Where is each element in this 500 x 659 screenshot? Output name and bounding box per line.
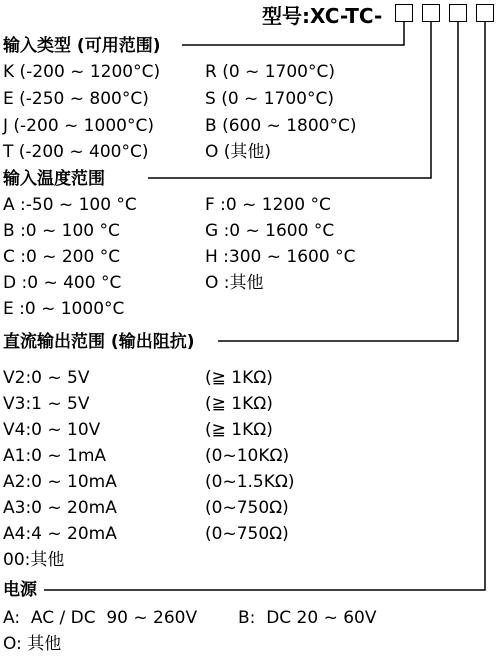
input-range-g: G :0 ~ 1600 °C <box>205 221 335 241</box>
input-range-f: F :0 ~ 1200 °C <box>205 195 331 215</box>
output-v4: V4:0 ~ 10V <box>3 420 101 440</box>
code-box-input-type <box>395 4 413 22</box>
power-title: 电源 <box>3 580 37 600</box>
output-range-title: 直流输出范围 (输出阻抗) <box>3 332 195 352</box>
input-range-a: A :-50 ~ 100 °C <box>3 195 137 215</box>
input-type-b: B (600 ~ 1800°C) <box>205 116 357 136</box>
output-v3-impedance: (≧ 1KΩ) <box>205 394 273 414</box>
input-range-c: C :0 ~ 200 °C <box>3 247 121 267</box>
input-type-j: J (-200 ~ 1000°C) <box>3 116 154 136</box>
input-range-e: E :0 ~ 1000°C <box>3 299 125 319</box>
output-a1-impedance: (0~10KΩ) <box>205 446 290 466</box>
output-a3: A3:0 ~ 20mA <box>3 498 117 518</box>
input-range-title: 输入温度范围 <box>3 169 105 189</box>
input-type-e: E (-250 ~ 800°C) <box>3 89 149 109</box>
input-type-r: R (0 ~ 1700°C) <box>205 62 335 82</box>
input-range-h: H :300 ~ 1600 °C <box>205 247 356 267</box>
input-type-o: O (其他) <box>205 142 272 162</box>
output-a4-impedance: (0~750Ω) <box>205 524 289 544</box>
input-range-b: B :0 ~ 100 °C <box>3 221 120 241</box>
input-type-k: K (-200 ~ 1200°C) <box>3 62 161 82</box>
output-a4: A4:4 ~ 20mA <box>3 524 117 544</box>
output-v2-impedance: (≧ 1KΩ) <box>205 368 273 388</box>
input-range-d: D :0 ~ 400 °C <box>3 273 122 293</box>
output-a2-impedance: (0~1.5KΩ) <box>205 472 295 492</box>
input-type-s: S (0 ~ 1700°C) <box>205 89 334 109</box>
output-v2: V2:0 ~ 5V <box>3 368 90 388</box>
power-a: A: AC / DC 90 ~ 260V <box>3 608 198 628</box>
power-o: O: 其他 <box>3 634 62 654</box>
output-v4-impedance: (≧ 1KΩ) <box>205 420 273 440</box>
output-a2: A2:0 ~ 10mA <box>3 472 117 492</box>
code-box-output-range <box>449 4 467 22</box>
output-a1: A1:0 ~ 1mA <box>3 446 107 466</box>
output-a3-impedance: (0~750Ω) <box>205 498 289 518</box>
input-type-title: 输入类型 (可用范围) <box>3 36 161 56</box>
output-00: 00:其他 <box>3 550 65 570</box>
code-box-power <box>476 4 494 22</box>
output-v3: V3:1 ~ 5V <box>3 394 90 414</box>
power-b: B: DC 20 ~ 60V <box>238 608 377 628</box>
input-type-t: T (-200 ~ 400°C) <box>3 142 149 162</box>
code-box-input-range <box>422 4 440 22</box>
input-range-o: O :其他 <box>205 273 264 293</box>
model-code: 型号:XC-TC- <box>262 4 383 28</box>
